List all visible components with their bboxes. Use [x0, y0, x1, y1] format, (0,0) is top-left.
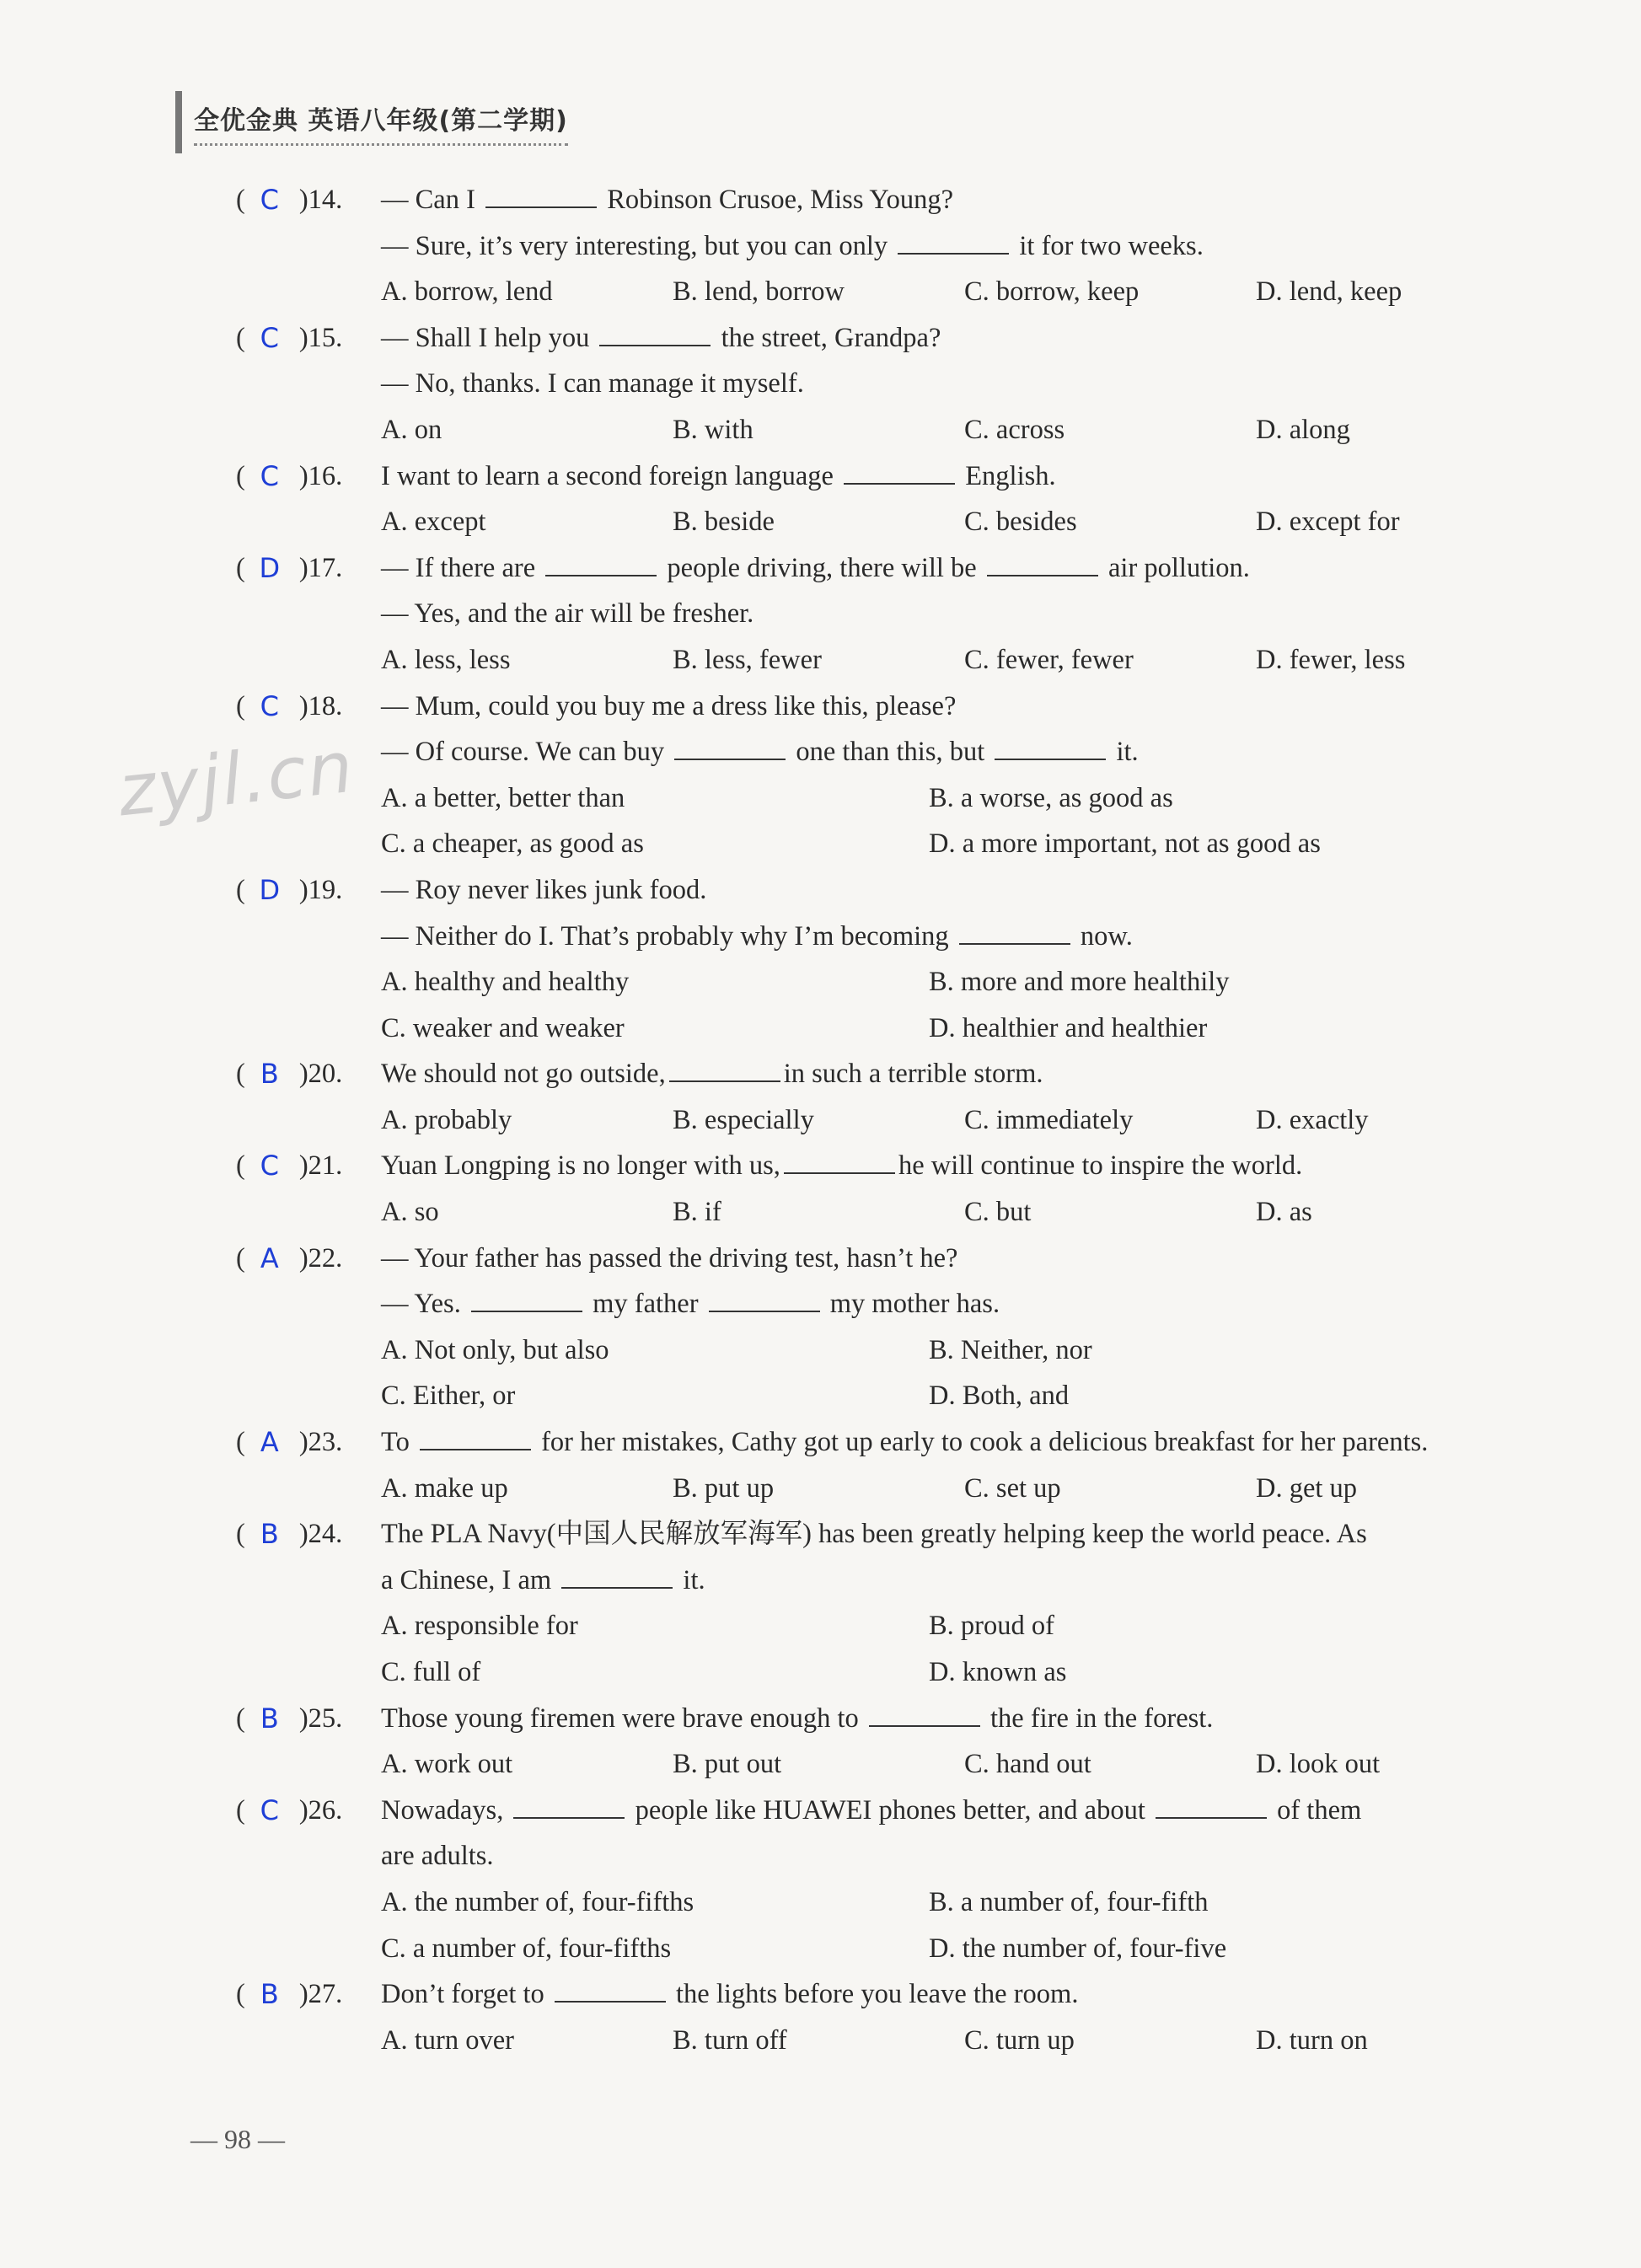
option-c: C. across: [964, 414, 1065, 445]
answer-slot: [236, 545, 381, 592]
option-d: D. get up: [1256, 1472, 1358, 1504]
question-26: [236, 1788, 1551, 1971]
question-number: )16.: [298, 460, 343, 491]
answer-blank: [844, 458, 955, 485]
answer-slot: [236, 1419, 381, 1466]
option-a: A. borrow, lend: [381, 276, 553, 308]
question-stem: [236, 867, 1551, 914]
question-stem: [236, 453, 1551, 500]
answer-slot: [236, 1511, 381, 1558]
question-14: [236, 177, 1551, 315]
option-a: A. except: [381, 507, 486, 538]
options-row: [236, 1327, 1551, 1374]
options-row: [236, 821, 1551, 867]
answer-blank: [674, 733, 786, 760]
option-d: D. exactly: [1256, 1104, 1369, 1135]
question-text: now.: [1073, 920, 1133, 952]
answer-blank: [513, 1792, 625, 1819]
question-text: Yuan Longping is no longer with us,: [381, 1150, 780, 1182]
question-number: )23.: [298, 1427, 343, 1458]
question-stem: [236, 1696, 1551, 1742]
answer-slot: [236, 867, 381, 914]
question-text: Those young firemen were brave enough to: [381, 1702, 866, 1734]
option-c: C. full of: [381, 1657, 481, 1687]
answer-blank: [485, 181, 597, 208]
header-title: 全优金典 英语八年级(第二学期): [194, 99, 568, 146]
option-d: D. along: [1256, 414, 1350, 445]
options-row: [236, 499, 1551, 545]
answer-slot: [236, 315, 381, 362]
question-text: air pollution.: [1101, 552, 1250, 583]
options-row: [236, 1603, 1551, 1649]
options-row: [236, 407, 1551, 453]
options-row: [236, 1373, 1551, 1419]
question-stem: [236, 1788, 1551, 1834]
answer-blank: [869, 1700, 980, 1727]
question-text: — Shall I help you: [381, 322, 597, 353]
question-text: — No, thanks. I can manage it myself.: [381, 368, 804, 399]
option-b: B. proud of: [929, 1611, 1054, 1642]
option-d: D. except for: [1256, 507, 1400, 538]
options-row: [236, 1005, 1551, 1052]
handwritten-answer: C: [260, 1150, 279, 1182]
option-c: C. weaker and weaker: [381, 1012, 625, 1043]
question-line: [236, 914, 1551, 960]
handwritten-answer: B: [260, 1978, 279, 2011]
question-line: [236, 729, 1551, 775]
option-a: A. probably: [381, 1104, 512, 1135]
question-22: [236, 1236, 1551, 1419]
option-d: D. lend, keep: [1256, 276, 1402, 308]
page-header: [175, 91, 568, 153]
handwritten-answer: B: [260, 1058, 279, 1091]
question-text: — Neither do I. That’s probably why I’m becoming: [381, 920, 956, 952]
question-text: my mother has.: [823, 1289, 1000, 1320]
open-paren: (: [236, 552, 245, 583]
open-paren: (: [236, 185, 245, 215]
answer-blank: [555, 1976, 666, 2003]
options-row: [236, 2018, 1551, 2064]
answer-slot: [236, 1236, 381, 1282]
option-a: A. a better, better than: [381, 782, 625, 813]
open-paren: (: [236, 322, 245, 353]
option-c: C. Either, or: [381, 1381, 516, 1412]
question-stem: [236, 1511, 1551, 1558]
question-stem: [236, 684, 1551, 730]
open-paren: (: [236, 460, 245, 491]
option-a: A. Not only, but also: [381, 1334, 609, 1365]
option-b: B. turn off: [673, 2024, 787, 2056]
option-a: A. responsible for: [381, 1611, 578, 1642]
question-stem: [236, 315, 1551, 362]
question-number: )22.: [298, 1242, 343, 1273]
options-row: [236, 1649, 1551, 1696]
question-text: We should not go outside,: [381, 1059, 666, 1090]
question-number: )19.: [298, 874, 343, 905]
option-d: D. a more important, not as good as: [929, 828, 1321, 860]
question-stem: [236, 177, 1551, 223]
option-b: B. put out: [673, 1749, 782, 1780]
question-text: of them: [1269, 1794, 1362, 1826]
question-number: )25.: [298, 1702, 343, 1734]
question-line: [236, 1281, 1551, 1327]
question-21: [236, 1143, 1551, 1235]
open-paren: (: [236, 1979, 245, 2010]
answer-slot: [236, 1971, 381, 2018]
options-row: [236, 269, 1551, 315]
options-row: [236, 1926, 1551, 1972]
question-text: The PLA Navy(中国人民解放军海军) has been greatly helping keep the world peace. As: [381, 1519, 1367, 1550]
question-text: a Chinese, I am: [381, 1564, 559, 1595]
answer-blank: [898, 228, 1009, 255]
question-27: [236, 1971, 1551, 2063]
question-number: )18.: [298, 690, 343, 721]
question-text: it for two weeks.: [1012, 230, 1204, 261]
question-23: [236, 1419, 1551, 1511]
option-c: C. turn up: [964, 2024, 1075, 2056]
question-text: my father: [585, 1289, 705, 1320]
question-text: To: [381, 1427, 416, 1458]
option-a: A. healthy and healthy: [381, 967, 630, 998]
answer-blank: [959, 918, 1070, 945]
answer-blank: [784, 1147, 895, 1174]
question-text: — Of course. We can buy: [381, 737, 672, 768]
question-stem: [236, 1051, 1551, 1097]
handwritten-answer: B: [260, 1518, 279, 1551]
options-row: [236, 637, 1551, 684]
option-b: B. Neither, nor: [929, 1334, 1092, 1365]
option-b: B. a worse, as good as: [929, 782, 1173, 813]
option-b: B. if: [673, 1197, 721, 1228]
option-d: D. as: [1256, 1197, 1312, 1228]
answer-blank: [420, 1424, 531, 1450]
question-17: [236, 545, 1551, 684]
handwritten-answer: A: [260, 1241, 279, 1274]
option-b: B. put up: [673, 1472, 775, 1504]
answer-blank: [599, 319, 711, 346]
option-b: B. more and more healthily: [929, 967, 1230, 998]
option-a: A. work out: [381, 1749, 513, 1780]
question-text: the lights before you leave the room.: [668, 1979, 1079, 2010]
option-b: B. beside: [673, 507, 775, 538]
option-a: A. on: [381, 414, 442, 445]
question-25: [236, 1696, 1551, 1788]
question-text: — Yes.: [381, 1289, 468, 1320]
question-text: Don’t forget to: [381, 1979, 551, 2010]
option-b: B. lend, borrow: [673, 276, 845, 308]
open-paren: (: [236, 1794, 245, 1826]
question-text: — Sure, it’s very interesting, but you can only: [381, 230, 895, 261]
option-d: D. turn on: [1256, 2024, 1368, 2056]
option-c: C. a cheaper, as good as: [381, 828, 644, 860]
option-a: A. the number of, four-fifths: [381, 1886, 694, 1917]
option-b: B. less, fewer: [673, 644, 822, 675]
question-text: are adults.: [381, 1841, 494, 1872]
page-number: — 98 —: [190, 2124, 285, 2154]
handwritten-answer: A: [260, 1426, 279, 1459]
option-a: A. so: [381, 1197, 439, 1228]
open-paren: (: [236, 1059, 245, 1090]
options-row: [236, 1879, 1551, 1926]
handwritten-answer: C: [260, 184, 279, 216]
question-number: )21.: [298, 1150, 343, 1182]
option-c: C. set up: [964, 1472, 1061, 1504]
question-number: )14.: [298, 185, 343, 215]
answer-slot: [236, 1143, 381, 1189]
option-b: B. a number of, four-fifth: [929, 1886, 1209, 1917]
option-d: D. Both, and: [929, 1381, 1070, 1412]
option-c: C. fewer, fewer: [964, 644, 1134, 675]
handwritten-answer: D: [259, 873, 281, 906]
question-text: — If there are: [381, 552, 543, 583]
options-row: [236, 1097, 1551, 1144]
options-row: [236, 1741, 1551, 1788]
question-stem: [236, 1419, 1551, 1466]
open-paren: (: [236, 690, 245, 721]
question-stem: [236, 1236, 1551, 1282]
handwritten-answer: C: [260, 459, 279, 492]
question-list: [236, 177, 1551, 2063]
option-d: D. fewer, less: [1256, 644, 1406, 675]
answer-slot: [236, 1696, 381, 1742]
question-text: — Mum, could you buy me a dress like this, please?: [381, 690, 957, 721]
answer-blank: [561, 1562, 673, 1589]
answer-blank: [1156, 1792, 1267, 1819]
question-19: [236, 867, 1551, 1051]
answer-slot: [236, 453, 381, 500]
question-number: )20.: [298, 1059, 343, 1090]
question-text: — Roy never likes junk food.: [381, 874, 707, 905]
question-18: [236, 684, 1551, 867]
option-c: C. borrow, keep: [964, 276, 1140, 308]
option-d: D. healthier and healthier: [929, 1012, 1208, 1043]
question-24: [236, 1511, 1551, 1695]
question-text: people driving, there will be: [660, 552, 984, 583]
answer-blank: [545, 550, 657, 576]
question-stem: [236, 1143, 1551, 1189]
question-text: — Your father has passed the driving test, hasn’t he?: [381, 1242, 958, 1273]
question-text: — Can I: [381, 185, 483, 215]
option-b: B. especially: [673, 1104, 814, 1135]
answer-blank: [987, 550, 1098, 576]
options-row: [236, 1189, 1551, 1236]
watermark: zyjl.cn: [114, 725, 358, 833]
options-row: [236, 1466, 1551, 1512]
question-text: Robinson Crusoe, Miss Young?: [600, 185, 954, 215]
handwritten-answer: D: [259, 551, 281, 584]
option-c: C. besides: [964, 507, 1077, 538]
answer-blank: [669, 1055, 780, 1082]
option-c: C. a number of, four-fifths: [381, 1933, 672, 1964]
option-b: B. with: [673, 414, 753, 445]
open-paren: (: [236, 1242, 245, 1273]
handwritten-answer: C: [260, 321, 279, 354]
question-text: English.: [958, 460, 1056, 491]
question-line: [236, 361, 1551, 407]
option-d: D. known as: [929, 1657, 1067, 1687]
open-paren: (: [236, 874, 245, 905]
answer-slot: [236, 684, 381, 730]
question-number: )26.: [298, 1794, 343, 1826]
question-text: one than this, but: [789, 737, 992, 768]
option-c: C. but: [964, 1197, 1032, 1228]
option-a: A. turn over: [381, 2024, 514, 2056]
question-line: [236, 1833, 1551, 1879]
answer-slot: [236, 1051, 381, 1097]
options-row: [236, 775, 1551, 822]
option-a: A. make up: [381, 1472, 508, 1504]
question-15: [236, 315, 1551, 453]
question-text: he will continue to inspire the world.: [898, 1150, 1303, 1182]
question-20: [236, 1051, 1551, 1143]
question-number: )27.: [298, 1979, 343, 2010]
question-text: Nowadays,: [381, 1794, 511, 1826]
question-text: the street, Grandpa?: [714, 322, 941, 353]
question-text: the fire in the forest.: [983, 1702, 1214, 1734]
question-text: people like HUAWEI phones better, and about: [628, 1794, 1152, 1826]
option-c: C. immediately: [964, 1104, 1134, 1135]
option-c: C. hand out: [964, 1749, 1091, 1780]
handwritten-answer: C: [260, 1793, 279, 1826]
open-paren: (: [236, 1427, 245, 1458]
question-text: it.: [676, 1564, 705, 1595]
question-number: )15.: [298, 322, 343, 353]
answer-slot: [236, 1788, 381, 1834]
question-text: in such a terrible storm.: [783, 1059, 1043, 1090]
question-16: [236, 453, 1551, 545]
answer-blank: [995, 733, 1106, 760]
question-stem: [236, 545, 1551, 592]
question-line: [236, 223, 1551, 270]
question-number: )24.: [298, 1519, 343, 1550]
options-row: [236, 959, 1551, 1005]
option-d: D. the number of, four-five: [929, 1933, 1227, 1964]
answer-blank: [709, 1285, 820, 1312]
question-stem: [236, 1971, 1551, 2018]
open-paren: (: [236, 1702, 245, 1734]
handwritten-answer: B: [260, 1702, 279, 1735]
question-text: for her mistakes, Cathy got up early to cook a delicious breakfast for her parents.: [534, 1427, 1429, 1458]
question-line: [236, 591, 1551, 637]
option-a: A. less, less: [381, 644, 511, 675]
question-text: it.: [1109, 737, 1139, 768]
question-text: I want to learn a second foreign language: [381, 460, 841, 491]
question-number: )17.: [298, 552, 343, 583]
answer-blank: [471, 1285, 582, 1312]
open-paren: (: [236, 1150, 245, 1182]
question-line: [236, 1558, 1551, 1604]
answer-slot: [236, 177, 381, 223]
handwritten-answer: C: [260, 689, 279, 722]
question-text: — Yes, and the air will be fresher.: [381, 598, 754, 630]
option-d: D. look out: [1256, 1749, 1381, 1780]
open-paren: (: [236, 1519, 245, 1550]
